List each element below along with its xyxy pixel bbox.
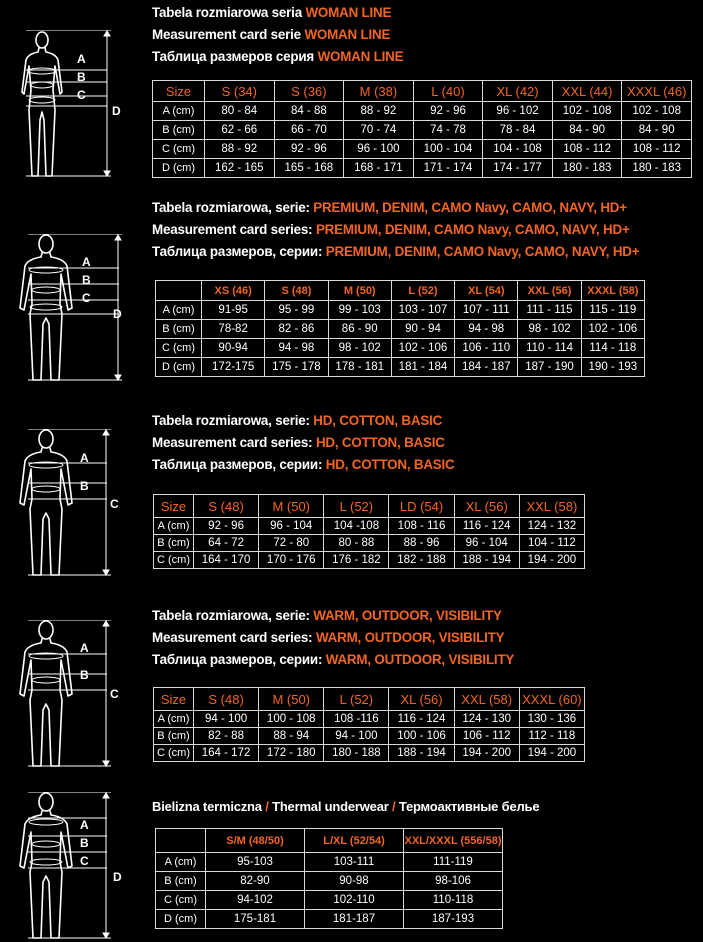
figure-label-c: C [110, 687, 119, 701]
row-measure-label: B (cm) [154, 728, 194, 745]
header-size-cell: S (48) [265, 281, 328, 301]
table-row [156, 891, 503, 910]
figure-label-a: A [80, 641, 89, 655]
figure-label-d: D [113, 870, 122, 884]
table-cell: 88 - 92 [344, 102, 414, 121]
figure-label-c: C [77, 88, 86, 102]
table-row [156, 910, 503, 929]
table-cell: 70 - 74 [344, 121, 414, 140]
header-size-cell: XXXL (58) [581, 281, 644, 301]
table-cell: 102 - 106 [391, 339, 454, 358]
table-cell: 190 - 193 [581, 358, 644, 377]
table-cell: 106 - 112 [454, 728, 519, 745]
table-row [154, 552, 585, 569]
table-cell: 102 - 106 [581, 320, 644, 339]
table-cell: 92 - 96 [274, 140, 344, 159]
header-size-cell: M (50) [259, 495, 324, 518]
title-en: Measurement card series: WARM, OUTDOOR, VISIBILITY [152, 630, 505, 645]
table-cell: 100 - 108 [259, 711, 324, 728]
title-pl: Tabela rozmiarowa, serie: WARM, OUTDOOR, VISIBILITY [152, 608, 502, 623]
figure-label-a: A [80, 818, 89, 832]
figure-label-c: C [82, 291, 91, 305]
header-size-cell: L (52) [391, 281, 454, 301]
table-cell: 90-98 [305, 872, 404, 891]
table-cell: 88 - 96 [389, 535, 454, 552]
row-measure-label: D (cm) [156, 910, 206, 929]
table-row [156, 320, 645, 339]
header-size-cell: S (34) [205, 81, 275, 102]
table-cell: 82-90 [206, 872, 305, 891]
table-cell: 96 - 104 [259, 518, 324, 535]
table-cell: 115 - 119 [581, 301, 644, 320]
body-measurement-figure-icon [12, 30, 122, 180]
table-cell: 111 - 115 [518, 301, 581, 320]
header-size-cell: XXL/XXXL (556/58) [404, 829, 503, 853]
table-cell: 110 - 114 [518, 339, 581, 358]
row-measure-label: B (cm) [154, 535, 194, 552]
row-measure-label: C (cm) [156, 339, 202, 358]
table-cell: 116 - 124 [454, 518, 519, 535]
table-cell: 187-193 [404, 910, 503, 929]
table-row [156, 872, 503, 891]
table-cell: 180 - 183 [552, 159, 622, 178]
table-row [153, 140, 692, 159]
table-cell: 92 - 96 [194, 518, 259, 535]
header-size-cell: XL (56) [389, 688, 454, 711]
section-titles [152, 410, 455, 476]
table-row [156, 301, 645, 320]
header-size-cell: S (48) [194, 495, 259, 518]
table-cell: 86 - 90 [328, 320, 391, 339]
header-size-cell: M (50) [328, 281, 391, 301]
body-measurement-figure-icon [12, 792, 122, 942]
header-size-cell: L/XL (52/54) [305, 829, 404, 853]
table-cell: 94 - 100 [324, 728, 389, 745]
header-size-cell: L (52) [324, 495, 389, 518]
section-titles [152, 796, 539, 818]
size-table [155, 280, 645, 377]
row-measure-label: A (cm) [156, 853, 206, 872]
figure-label-b: B [80, 836, 89, 850]
table-cell: 171 - 174 [413, 159, 483, 178]
table-cell: 162 - 165 [205, 159, 275, 178]
table-cell: 90 - 94 [391, 320, 454, 339]
header-size-cell: XXL (58) [454, 688, 519, 711]
table-cell: 104 - 108 [483, 140, 553, 159]
table-cell: 80 - 88 [324, 535, 389, 552]
header-size-cell: XL (54) [455, 281, 518, 301]
table-cell: 88 - 92 [205, 140, 275, 159]
table-cell: 102 - 108 [552, 102, 622, 121]
header-size-cell: M (50) [259, 688, 324, 711]
table-cell: 104 -108 [324, 518, 389, 535]
table-cell: 66 - 70 [274, 121, 344, 140]
table-cell: 107 - 111 [455, 301, 518, 320]
table-cell: 96 - 104 [454, 535, 519, 552]
table-cell: 172-175 [202, 358, 265, 377]
figure-label-a: A [82, 255, 91, 269]
table-row [154, 745, 585, 762]
title-pl: Tabela rozmiarowa, serie: HD, COTTON, BASIC [152, 413, 443, 428]
table-row [154, 518, 585, 535]
header-size-label: Size [154, 688, 194, 711]
table-cell: 124 - 132 [519, 518, 584, 535]
table-cell: 168 - 171 [344, 159, 414, 178]
figure-label-c: C [110, 497, 119, 511]
table-cell: 94 - 98 [455, 320, 518, 339]
size-table [155, 828, 503, 929]
row-measure-label: A (cm) [154, 518, 194, 535]
table-cell: 182 - 188 [389, 552, 454, 569]
header-size-label [156, 281, 202, 301]
table-cell: 82 - 86 [265, 320, 328, 339]
table-cell: 108 -116 [324, 711, 389, 728]
table-cell: 78-82 [202, 320, 265, 339]
table-cell: 99 - 103 [328, 301, 391, 320]
header-size-cell: S (36) [274, 81, 344, 102]
size-section-thermal-underwear [0, 790, 703, 940]
header-size-cell: XXL (58) [519, 495, 584, 518]
table-cell: 94-102 [206, 891, 305, 910]
header-size-cell: S (48) [194, 688, 259, 711]
table-row [156, 339, 645, 358]
size-table [152, 80, 692, 178]
title-en: Measurement card series: PREMIUM, DENIM, CAMO Navy, CAMO, NAVY, HD+ [152, 222, 630, 237]
table-cell: 174 - 177 [483, 159, 553, 178]
table-cell: 102-110 [305, 891, 404, 910]
body-measurement-figure-icon [12, 234, 122, 384]
figure-label-a: A [80, 451, 89, 465]
table-cell: 92 - 96 [413, 102, 483, 121]
size-section-premium [0, 192, 703, 392]
table-cell: 164 - 172 [194, 745, 259, 762]
table-header-row [154, 495, 585, 518]
table-cell: 102 - 108 [622, 102, 692, 121]
table-header-row [153, 81, 692, 102]
table-cell: 114 - 118 [581, 339, 644, 358]
title-ru: Таблица размеров, серии: WARM, OUTDOOR, VISIBILITY [152, 652, 515, 667]
header-size-cell: LD (54) [389, 495, 454, 518]
table-cell: 188 - 194 [454, 552, 519, 569]
table-cell: 188 - 194 [389, 745, 454, 762]
figure-label-b: B [80, 479, 89, 493]
row-measure-label: C (cm) [154, 745, 194, 762]
header-size-cell: XXL (44) [552, 81, 622, 102]
table-cell: 100 - 106 [389, 728, 454, 745]
table-cell: 175-181 [206, 910, 305, 929]
table-cell: 94 - 100 [194, 711, 259, 728]
header-size-label [156, 829, 206, 853]
table-cell: 98 - 102 [328, 339, 391, 358]
figure-label-d: D [113, 307, 122, 321]
figure-label-b: B [82, 273, 91, 287]
row-measure-label: D (cm) [156, 358, 202, 377]
title-ru: Таблица размеров, серии: PREMIUM, DENIM, CAMO Navy, CAMO, NAVY, HD+ [152, 244, 640, 259]
table-cell: 100 - 104 [413, 140, 483, 159]
table-cell: 84 - 90 [622, 121, 692, 140]
table-cell: 80 - 84 [205, 102, 275, 121]
size-section-woman-line [0, 0, 703, 190]
table-header-row [156, 829, 503, 853]
header-size-label: Size [153, 81, 205, 102]
header-size-label: Size [154, 495, 194, 518]
table-cell: 172 - 180 [259, 745, 324, 762]
table-cell: 96 - 102 [483, 102, 553, 121]
table-cell: 98-106 [404, 872, 503, 891]
table-cell: 84 - 90 [552, 121, 622, 140]
table-cell: 176 - 182 [324, 552, 389, 569]
size-section-warm-outdoor-visibility [0, 600, 703, 780]
row-measure-label: A (cm) [153, 102, 205, 121]
table-cell: 64 - 72 [194, 535, 259, 552]
table-row [154, 535, 585, 552]
section-titles [152, 197, 639, 263]
header-size-cell: L (52) [324, 688, 389, 711]
header-size-cell: XXL (56) [518, 281, 581, 301]
table-row [153, 121, 692, 140]
table-cell: 108 - 116 [389, 518, 454, 535]
title-en: Measurement card series: HD, COTTON, BASIC [152, 435, 445, 450]
header-size-cell: S/M (48/50) [206, 829, 305, 853]
title-pl: Tabela rozmiarowa seria WOMAN LINE [152, 5, 392, 20]
body-measurement-figure-icon [12, 620, 122, 770]
table-cell: 90-94 [202, 339, 265, 358]
table-cell: 187 - 190 [518, 358, 581, 377]
table-cell: 78 - 84 [483, 121, 553, 140]
figure-label-d: D [112, 104, 121, 118]
table-cell: 194 - 200 [519, 745, 584, 762]
row-measure-label: C (cm) [154, 552, 194, 569]
table-cell: 170 - 176 [259, 552, 324, 569]
table-cell: 94 - 98 [265, 339, 328, 358]
title-ru: Таблица размеров серия WOMAN LINE [152, 49, 404, 64]
table-cell: 181 - 184 [391, 358, 454, 377]
table-cell: 110-118 [404, 891, 503, 910]
header-size-cell: XL (56) [454, 495, 519, 518]
row-measure-label: B (cm) [156, 320, 202, 339]
table-cell: 108 - 112 [622, 140, 692, 159]
size-section-hd-cotton-basic [0, 405, 703, 585]
table-cell: 111-119 [404, 853, 503, 872]
table-cell: 98 - 102 [518, 320, 581, 339]
table-cell: 62 - 66 [205, 121, 275, 140]
table-cell: 130 - 136 [519, 711, 584, 728]
table-cell: 82 - 88 [194, 728, 259, 745]
table-cell: 194 - 200 [519, 552, 584, 569]
table-cell: 84 - 88 [274, 102, 344, 121]
size-table [153, 494, 585, 569]
title-thermal: Bielizna termiczna / Thermal underwear / Термоактивные белье [152, 799, 540, 814]
section-titles [152, 2, 403, 68]
row-measure-label: A (cm) [154, 711, 194, 728]
table-cell: 165 - 168 [274, 159, 344, 178]
table-header-row [156, 281, 645, 301]
table-cell: 112 - 118 [519, 728, 584, 745]
row-measure-label: D (cm) [153, 159, 205, 178]
table-cell: 164 - 170 [194, 552, 259, 569]
table-cell: 96 - 100 [344, 140, 414, 159]
table-cell: 95 - 99 [265, 301, 328, 320]
table-cell: 194 - 200 [454, 745, 519, 762]
table-cell: 106 - 110 [455, 339, 518, 358]
table-row [154, 711, 585, 728]
header-size-cell: XXXL (60) [519, 688, 584, 711]
table-cell: 180 - 183 [622, 159, 692, 178]
table-cell: 124 - 130 [454, 711, 519, 728]
table-row [153, 102, 692, 121]
table-cell: 175 - 178 [265, 358, 328, 377]
row-measure-label: B (cm) [156, 872, 206, 891]
table-cell: 184 - 187 [455, 358, 518, 377]
figure-label-b: B [80, 668, 89, 682]
row-measure-label: B (cm) [153, 121, 205, 140]
section-titles [152, 605, 514, 671]
table-cell: 178 - 181 [328, 358, 391, 377]
table-cell: 74 - 78 [413, 121, 483, 140]
title-pl: Tabela rozmiarowa, serie: PREMIUM, DENIM, CAMO Navy, CAMO, NAVY, HD+ [152, 200, 627, 215]
table-row [153, 159, 692, 178]
row-measure-label: C (cm) [153, 140, 205, 159]
row-measure-label: A (cm) [156, 301, 202, 320]
table-cell: 181-187 [305, 910, 404, 929]
table-cell: 95-103 [206, 853, 305, 872]
header-size-cell: XL (42) [483, 81, 553, 102]
row-measure-label: C (cm) [156, 891, 206, 910]
body-measurement-figure-icon [12, 429, 122, 579]
table-cell: 180 - 188 [324, 745, 389, 762]
size-table [153, 687, 585, 762]
table-cell: 103-111 [305, 853, 404, 872]
table-row [156, 358, 645, 377]
table-cell: 103 - 107 [391, 301, 454, 320]
header-size-cell: XXXL (46) [622, 81, 692, 102]
figure-label-a: A [77, 52, 86, 66]
title-en: Measurement card serie WOMAN LINE [152, 27, 391, 42]
header-size-cell: L (40) [413, 81, 483, 102]
table-header-row [154, 688, 585, 711]
figure-label-c: C [80, 854, 89, 868]
title-ru: Таблица размеров, серии: HD, COTTON, BASIC [152, 457, 455, 472]
table-cell: 116 - 124 [389, 711, 454, 728]
figure-label-b: B [77, 70, 86, 84]
header-size-cell: M (38) [344, 81, 414, 102]
table-row [154, 728, 585, 745]
header-size-cell: XS (46) [202, 281, 265, 301]
table-cell: 88 - 94 [259, 728, 324, 745]
table-row [156, 853, 503, 872]
table-cell: 104 - 112 [519, 535, 584, 552]
table-cell: 108 - 112 [552, 140, 622, 159]
table-cell: 72 - 80 [259, 535, 324, 552]
table-cell: 91-95 [202, 301, 265, 320]
